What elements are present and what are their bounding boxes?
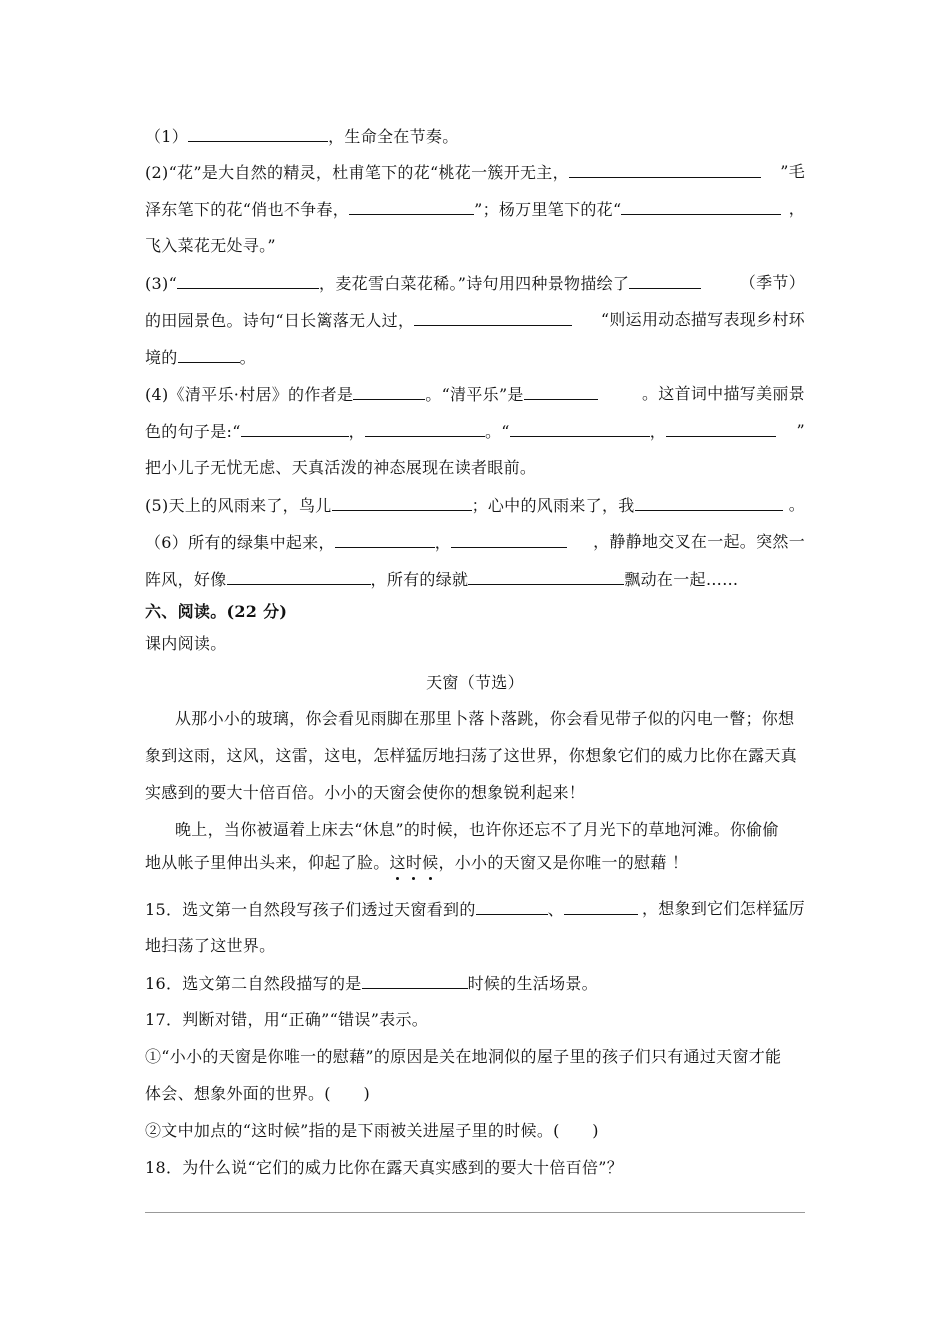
answer-blank[interactable] bbox=[178, 346, 240, 363]
passage-line: 从那小小的玻璃，你会看见雨脚在那里卜落卜落跳，你会看见带子似的闪电一瞥；你想 bbox=[175, 709, 795, 728]
poetry-q2-line1: (2)“花”是大自然的精灵，杜甫笔下的花“桃花一簇开无主， ”毛 bbox=[145, 162, 805, 182]
poetry-q4-line3: 把小儿子无忧无虑、天真活泼的神态展现在读者眼前。 bbox=[145, 458, 537, 477]
answer-blank[interactable] bbox=[335, 531, 435, 548]
page-divider bbox=[145, 1212, 805, 1213]
answer-blank[interactable] bbox=[524, 383, 598, 400]
answer-blank[interactable] bbox=[629, 272, 701, 289]
answer-blank[interactable] bbox=[414, 309, 572, 326]
passage-line: 地从帐子里伸出头来，仰起了脸。这时候，小小的天窗又是你唯一的慰藉 ！ bbox=[145, 853, 689, 872]
poetry-q3-line3: 境的 。 bbox=[145, 348, 256, 367]
poetry-q2-line2: 泽东笔下的花“俏也不争春， ”；杨万里笔下的花“ ， bbox=[145, 199, 805, 219]
passage-title: 天窗（节选） bbox=[426, 673, 524, 692]
answer-blank[interactable] bbox=[188, 125, 328, 142]
question-16: 16．选文第二自然段描写的是 时候的生活场景。 bbox=[145, 974, 598, 993]
answer-blank[interactable] bbox=[332, 494, 472, 511]
answer-blank[interactable] bbox=[510, 420, 650, 437]
answer-blank[interactable] bbox=[241, 420, 349, 437]
dotted-char: 时 bbox=[405, 853, 423, 872]
answer-blank[interactable] bbox=[349, 198, 474, 215]
question-15-line1: 15．选文第一自然段写孩子们透过天窗看到的 、 ，想象到它们怎样猛厉 bbox=[145, 899, 805, 919]
poetry-q6-line2: 阵风，好像 ，所有的绿就 飘动在一起…… bbox=[145, 570, 739, 589]
answer-blank[interactable] bbox=[621, 198, 781, 215]
answer-blank[interactable] bbox=[569, 161, 761, 178]
section-heading: 六、阅读。(22 分) bbox=[145, 602, 288, 621]
poetry-q6-line1: （6）所有的绿集中起来， ， ，静静地交叉在一起。突然一 bbox=[145, 532, 805, 552]
answer-blank[interactable] bbox=[451, 531, 567, 548]
poetry-q3-line2: 的田园景色。诗句“日长篱落无人过， “则运用动态描写表现乡村环 bbox=[145, 310, 805, 330]
answer-blank[interactable] bbox=[362, 972, 468, 989]
poetry-q2-line3: 飞入菜花无处寻。” bbox=[145, 236, 276, 255]
answer-blank[interactable] bbox=[468, 568, 624, 585]
section-subheading: 课内阅读。 bbox=[145, 634, 227, 653]
dotted-char: 这 bbox=[389, 853, 406, 872]
question-18: 18．为什么说“它们的威力比你在露天真实感到的要大十倍百倍”？ bbox=[145, 1158, 624, 1177]
passage-line: 象到这雨，这风，这雷，这电，怎样猛厉地扫荡了这世界，你想象它们的威力比你在露天真 bbox=[145, 746, 798, 765]
poetry-q4-line1: (4)《清平乐·村居》的作者是 。“清平乐”是 。这首词中描写美丽景 bbox=[145, 384, 805, 404]
q1-text: ，生命全在节奏。 bbox=[328, 127, 459, 146]
poetry-q4-line2: 色的句子是:“ ， 。“ ， ” bbox=[145, 421, 805, 441]
question-17-item-1: ①“小小的天窗是你唯一的慰藉”的原因是关在地洞似的屋子里的孩子们只有通过天窗才能 bbox=[145, 1047, 782, 1066]
answer-blank[interactable] bbox=[353, 383, 425, 400]
answer-blank[interactable] bbox=[476, 898, 548, 915]
answer-blank[interactable] bbox=[666, 420, 776, 437]
passage-line: 实感到的要大十倍百倍。小小的天窗会使你的想象锐利起来！ bbox=[145, 783, 586, 802]
answer-blank[interactable] bbox=[227, 568, 371, 585]
question-17-stem: 17．判断对错，用“正确”“错误”表示。 bbox=[145, 1010, 429, 1029]
question-15-line2: 地扫荡了这世界。 bbox=[145, 936, 276, 955]
poetry-q3-line1: (3)“ ，麦花雪白菜花稀。”诗句用四种景物描绘了 （季节） bbox=[145, 273, 805, 293]
question-17-item-2: ②文中加点的“这时候”指的是下雨被关进屋子里的时候。( ) bbox=[145, 1121, 599, 1140]
q1-number: （1） bbox=[145, 127, 189, 146]
answer-blank[interactable] bbox=[365, 420, 485, 437]
poetry-q1 bbox=[145, 125, 805, 148]
answer-blank[interactable] bbox=[635, 494, 783, 511]
dotted-char: 候 bbox=[422, 853, 439, 872]
answer-blank[interactable] bbox=[564, 898, 638, 915]
passage-line: 晚上，当你被逼着上床去“休息”的时候，也许你还忘不了月光下的草地河滩。你偷偷 bbox=[175, 820, 779, 839]
poetry-q5: (5)天上的风雨来了，鸟儿 ；心中的风雨来了，我 。 bbox=[145, 495, 805, 515]
answer-blank[interactable] bbox=[177, 272, 319, 289]
question-17-item-1-cont: 体会、想象外面的世界。( ) bbox=[145, 1084, 370, 1103]
